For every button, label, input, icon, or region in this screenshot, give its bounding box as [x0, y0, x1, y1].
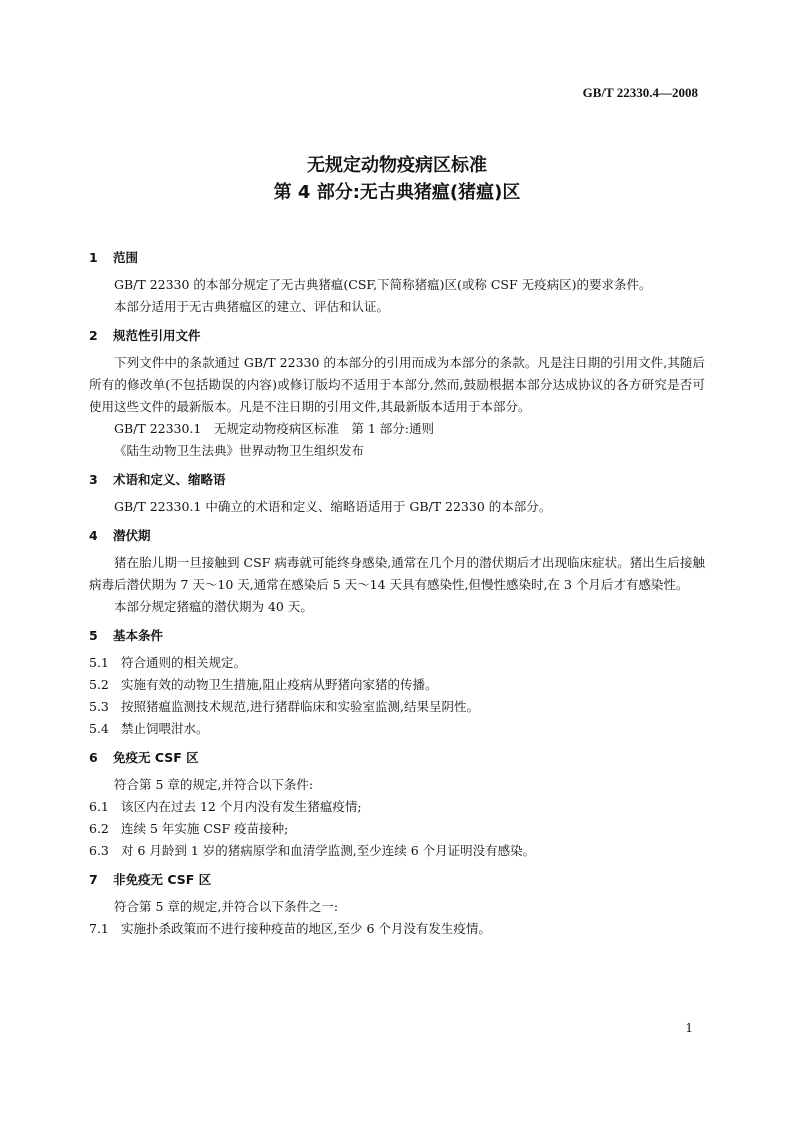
paragraph: 符合第 5 章的规定,并符合以下条件之一: — [114, 899, 339, 914]
paragraph: 猪在胎儿期一旦接触到 CSF 病毒就可能终身感染,通常在几个月的潜伏期后才出现临床症状。猪出生后接触病毒后潜伏期为 7 天～10 天,通常在感染后 5 天～14 天具有感染性,但慢性感染时,在 3 个月后才有感染性。 — [89, 555, 705, 592]
document-body — [89, 248, 705, 940]
section-title: 免疫无 CSF 区 — [113, 750, 199, 765]
section-title: 潜伏期 — [113, 528, 151, 543]
clause-item — [89, 840, 705, 862]
clause-number: 6.2 — [89, 821, 109, 836]
section-number: 7 — [89, 872, 98, 887]
section-heading-normative-references — [89, 326, 705, 346]
document-title — [0, 152, 794, 206]
section-heading-non-vaccinated-zone — [89, 870, 705, 890]
clause-text: 连续 5 年实施 CSF 疫苗接种; — [121, 821, 289, 836]
clause-text: 该区内在过去 12 个月内没有发生猪瘟疫情; — [121, 799, 362, 814]
section-heading-incubation — [89, 526, 705, 546]
clause-text: 对 6 月龄到 1 岁的猪病原学和血清学监测,至少连续 6 个月证明没有感染。 — [121, 843, 536, 858]
section-title: 基本条件 — [113, 628, 164, 643]
section-number: 1 — [89, 250, 98, 265]
section-heading-terms — [89, 470, 705, 490]
clause-text: 实施扑杀政策而不进行接种疫苗的地区,至少 6 个月没有发生疫情。 — [121, 921, 491, 936]
paragraph: GB/T 22330.1 中确立的术语和定义、缩略语适用于 GB/T 22330 的本部分。 — [114, 499, 552, 514]
clause-item — [89, 796, 705, 818]
clause-number: 5.2 — [89, 677, 109, 692]
clause-text: 禁止饲喂泔水。 — [121, 721, 209, 736]
title-line-1: 无规定动物疫病区标准 — [307, 155, 487, 176]
clause-number: 6.1 — [89, 799, 109, 814]
title-line-2: 第 4 部分:无古典猪瘟(猪瘟)区 — [273, 182, 521, 203]
clause-number: 5.4 — [89, 721, 109, 736]
section-number: 6 — [89, 750, 98, 765]
paragraph: 本部分适用于无古典猪瘟区的建立、评估和认证。 — [114, 299, 390, 314]
section-title: 范围 — [113, 250, 139, 265]
page-number: 1 — [685, 1021, 693, 1035]
clause-number: 5.3 — [89, 699, 109, 714]
clause-number: 6.3 — [89, 843, 109, 858]
section-heading-vaccinated-zone — [89, 748, 705, 768]
clause-text: 符合通则的相关规定。 — [121, 655, 247, 670]
section-heading-scope — [89, 248, 705, 268]
clause-item — [89, 696, 705, 718]
section-title: 术语和定义、缩略语 — [113, 472, 226, 487]
paragraph: 下列文件中的条款通过 GB/T 22330 的本部分的引用而成为本部分的条款。凡是注日期的引用文件,其随后所有的修改单(不包括勘误的内容)或修订版均不适用于本部分,然而,鼓励根据本部分达成协议的各方研究是否可使用这些文件的最新版本。凡是不注日期的引用文件,其最新版本适用于本部分。 — [89, 355, 705, 414]
clause-item — [89, 718, 705, 740]
reference-item: 《陆生动物卫生法典》世界动物卫生组织发布 — [114, 443, 365, 458]
section-number: 3 — [89, 472, 98, 487]
paragraph: 本部分规定猪瘟的潜伏期为 40 天。 — [114, 599, 313, 614]
clause-text: 按照猪瘟监测技术规范,进行猪群临床和实验室监测,结果呈阴性。 — [121, 699, 479, 714]
section-number: 5 — [89, 628, 98, 643]
section-heading-basic-conditions — [89, 626, 705, 646]
clause-item — [89, 818, 705, 840]
standard-code: GB/T 22330.4—2008 — [582, 85, 698, 100]
paragraph: GB/T 22330 的本部分规定了无古典猪瘟(CSF,下简称猪瘟)区(或称 CSF 无疫病区)的要求条件。 — [114, 277, 652, 292]
clause-number: 5.1 — [89, 655, 109, 670]
section-title: 规范性引用文件 — [113, 328, 201, 343]
clause-item — [89, 674, 705, 696]
clause-text: 实施有效的动物卫生措施,阻止疫病从野猪向家猪的传播。 — [121, 677, 438, 692]
paragraph: 符合第 5 章的规定,并符合以下条件: — [114, 777, 314, 792]
section-number: 4 — [89, 528, 98, 543]
section-title: 非免疫无 CSF 区 — [113, 872, 212, 887]
clause-number: 7.1 — [89, 921, 109, 936]
clause-item — [89, 652, 705, 674]
reference-item: GB/T 22330.1 无规定动物疫病区标准 第 1 部分:通则 — [114, 421, 434, 436]
section-number: 2 — [89, 328, 98, 343]
clause-item — [89, 918, 705, 940]
